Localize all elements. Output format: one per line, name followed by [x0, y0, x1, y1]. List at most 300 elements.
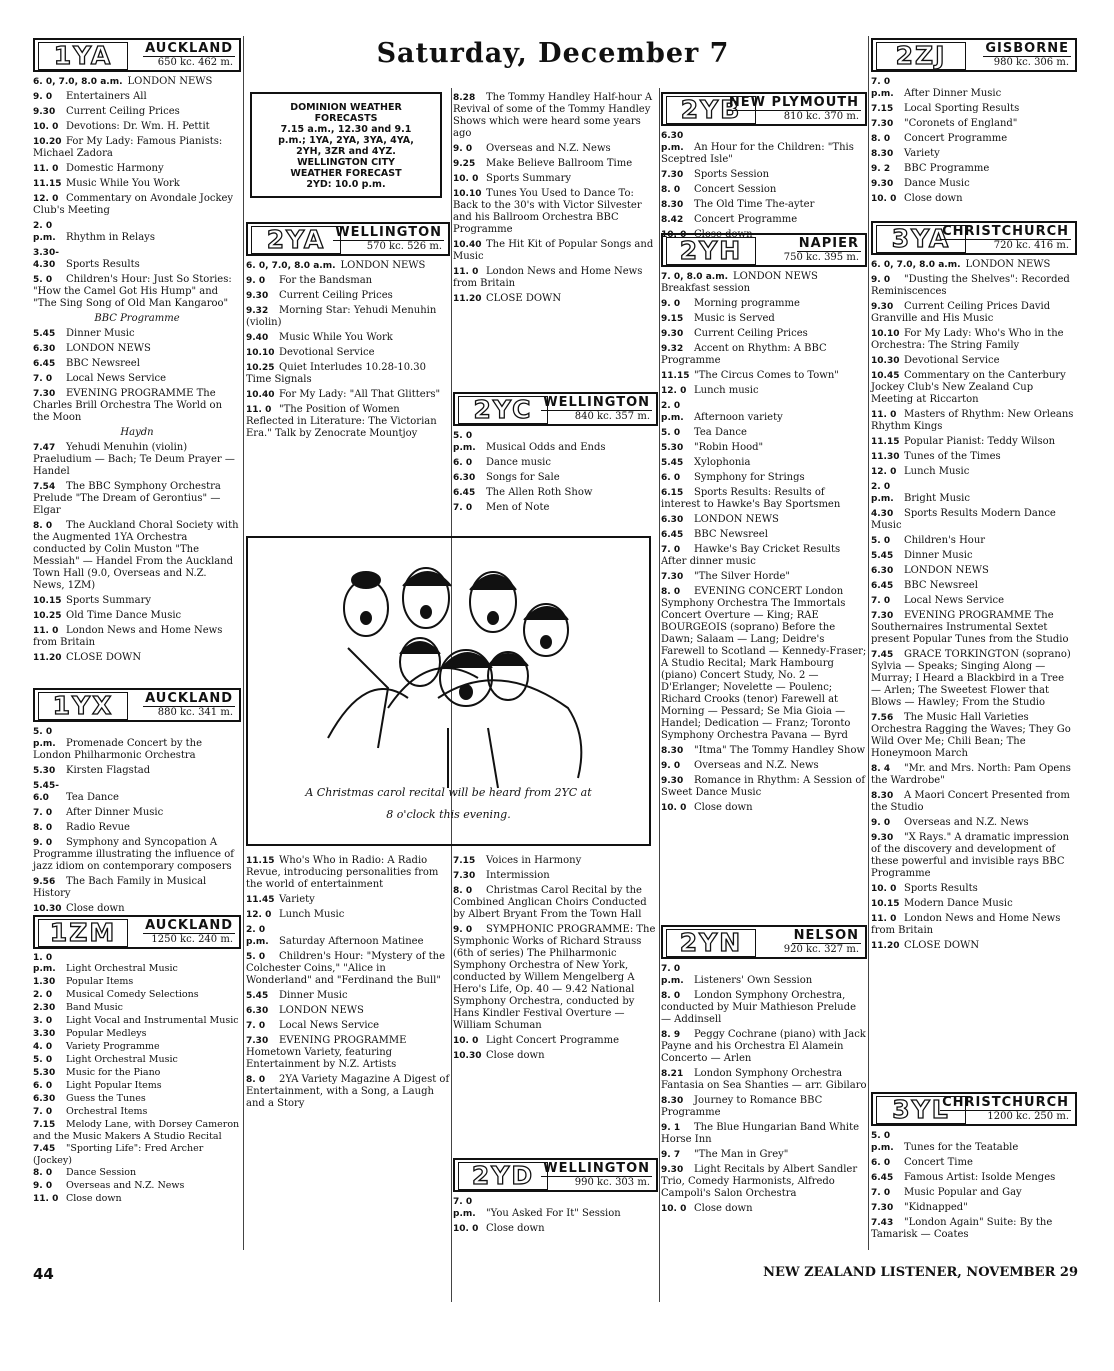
- programme-entry: [661, 487, 867, 511]
- programme-entry: [453, 239, 658, 263]
- programme-time: 7.47: [33, 443, 56, 453]
- programme-time: 11.30: [871, 452, 900, 462]
- programme-entry: [33, 1041, 241, 1053]
- programme-entry: [661, 745, 867, 757]
- programme-time: 11.15: [33, 179, 62, 189]
- programme-title: Close down: [694, 802, 753, 813]
- programme-time: 10. 0: [661, 230, 687, 240]
- programme-entry: [871, 148, 1077, 160]
- programme-title: Close down: [694, 1203, 753, 1214]
- programme-title: Tunes You Used to Dance To: Back to the 30's with Victor Silvester and his Ballroom Orchestra BBC Programme: [453, 188, 642, 235]
- programme-time: 2. 0 p.m.: [246, 925, 269, 947]
- programme-title: "Mr. and Mrs. North: Pam Opens the Wardrobe": [871, 763, 1071, 786]
- programme-time: 8.21: [661, 1069, 684, 1079]
- programme-entry: [871, 466, 1077, 478]
- programme-entry: [661, 442, 867, 454]
- programme-entry: [246, 290, 450, 302]
- station-frequency: 570 kc. 526 m.: [366, 241, 442, 252]
- station-callsign: 2ZJ: [876, 42, 966, 70]
- station-logo-1ya: [33, 38, 241, 72]
- programme-entry: [33, 625, 241, 649]
- programme-time: 8. 0: [453, 886, 473, 896]
- programme-title: Local Sporting Results: [904, 103, 1020, 114]
- programme-title: Current Ceiling Prices: [694, 328, 808, 339]
- programme-time: 9. 0: [453, 925, 473, 935]
- programme-time: 12. 0: [871, 467, 897, 477]
- programme-entry: [661, 169, 867, 181]
- programme-time: 9.30: [661, 1165, 684, 1175]
- programme-time: 9.30: [661, 776, 684, 786]
- programme-entry: [33, 1080, 241, 1092]
- programme-entry: [453, 1050, 658, 1062]
- programme-entry: [871, 1130, 1077, 1154]
- programme-title: BBC Newsreel: [66, 358, 140, 369]
- programme-title: Melody Lane, with Dorsey Cameron and the Music Makers A Studio Recital: [33, 1119, 240, 1142]
- programme-title: Current Ceiling Prices David Granville and His Music: [871, 301, 1051, 324]
- programme-title: "The Silver Horde": [694, 571, 791, 582]
- programme-entry: [453, 487, 658, 499]
- programme-title: EVENING PROGRAMME Hometown Variety, featuring Entertainment by N.Z. Artists: [246, 1035, 407, 1070]
- programme-title: Music for the Piano: [66, 1067, 161, 1078]
- programme-entry: [453, 143, 658, 155]
- programme-entry: [661, 427, 867, 439]
- programme-time: 8. 0: [871, 134, 891, 144]
- station-frequency: 980 kc. 306 m.: [993, 57, 1069, 68]
- programme-time: 8.30: [661, 200, 684, 210]
- programme-time: 6. 0, 7.0, 8.0 a.m.: [33, 77, 123, 87]
- station-city: AUCKLAND: [145, 41, 233, 56]
- programme-entry: [661, 802, 867, 814]
- programme-title: Close down: [486, 1050, 545, 1061]
- programme-entry: [661, 130, 867, 166]
- programme-time: 10.30: [453, 1051, 482, 1061]
- programme-title: Music is Served: [694, 313, 775, 324]
- programme-time: 10.25: [246, 363, 275, 373]
- programme-entry: [453, 266, 658, 290]
- programme-entry: [871, 259, 1077, 271]
- programme-time: 9.30: [33, 107, 56, 117]
- programme-time: 3.30: [33, 1029, 56, 1039]
- programme-entry: [871, 370, 1077, 406]
- programme-entry: [871, 883, 1077, 895]
- programme-time: 9. 0: [33, 92, 53, 102]
- programme-time: 7.30: [453, 871, 476, 881]
- programme-time: 9. 0: [33, 1181, 53, 1191]
- programme-title: Symphony and Syncopation A Programme illustrating the influence of jazz idiom on contemporary composers: [33, 837, 234, 872]
- schedule-2ya-cont: [246, 855, 450, 1110]
- schedule-1yx: [33, 726, 241, 915]
- programme-entry: [871, 1157, 1077, 1169]
- picture-caption: 8 o'clock this evening.: [386, 808, 511, 821]
- station-city: CHRISTCHURCH: [942, 224, 1069, 239]
- programme-title: CLOSE DOWN: [486, 293, 562, 304]
- programme-entry: [246, 894, 450, 906]
- programme-time: 6.30: [453, 473, 476, 483]
- programme-entry: [33, 1002, 241, 1014]
- programme-entry: [871, 817, 1077, 829]
- programme-entry: [453, 472, 658, 484]
- programme-title: Music While You Work: [279, 332, 393, 343]
- station-logo-2yn: [661, 925, 867, 959]
- programme-title: Dance music: [486, 457, 551, 468]
- programme-title: "Dusting the Shelves": Recorded Reminiscences: [871, 274, 1070, 297]
- programme-time: 10. 0: [33, 122, 59, 132]
- programme-title: Radio Revue: [66, 822, 130, 833]
- programme-time: 7.45: [33, 1144, 56, 1154]
- programme-title: Domestic Harmony: [66, 163, 164, 174]
- programme-entry: [661, 313, 867, 325]
- schedule-1zm: [33, 953, 241, 1205]
- station-callsign: 1ZM: [38, 919, 128, 947]
- programme-title: For My Lady: Who's Who in the Orchestra: The String Family: [871, 328, 1064, 351]
- programme-title: "The Position of Women Reflected in Literature: The Victorian Era." Talk by Zenocrate Mountjoy: [246, 404, 437, 439]
- programme-time: 2. 0 p.m.: [871, 482, 894, 504]
- programme-title: LONDON NEWS: [279, 1005, 364, 1016]
- programme-title: Overseas and N.Z. News: [486, 143, 611, 154]
- programme-entry: [33, 1067, 241, 1079]
- programme-time: 3. 0: [33, 1016, 53, 1026]
- programme-time: 8. 4: [871, 764, 891, 774]
- station-logo-2yc: [453, 392, 658, 426]
- programme-title: GRACE TORKINGTON (soprano) Sylvia — Speaks; Singing Along — Murray; I Heard a Blackbird in a Tree — Arlen; The Sweetest Flower that Blows — Hawley; From the Studio: [871, 649, 1071, 708]
- station-logo-2zj: [871, 38, 1077, 72]
- programme-title: Children's Hour: Just So Stories: "How the Camel Got His Hump" and "The Sing Song of Old Man Kangaroo": [33, 274, 232, 309]
- programme-entry: [871, 913, 1077, 937]
- programme-entry: [871, 481, 1077, 505]
- programme-title: For My Lady: Famous Pianists: Michael Zadora: [33, 136, 223, 159]
- programme-title: The Old Time The-ayter: [694, 199, 815, 210]
- programme-entry: [871, 832, 1077, 880]
- programme-time: 11. 0: [453, 267, 479, 277]
- programme-time: 12. 0: [246, 910, 272, 920]
- programme-title: Band Music: [66, 1002, 123, 1013]
- programme-title: Symphony for Strings: [694, 472, 805, 483]
- programme-time: 10. 0: [453, 1036, 479, 1046]
- programme-time: 8.30: [661, 1096, 684, 1106]
- programme-time: 6.45: [871, 581, 894, 591]
- station-frequency: 650 kc. 462 m.: [157, 57, 233, 68]
- programme-time: 3.30-4.30: [33, 248, 59, 270]
- programme-time: 6.45: [33, 359, 56, 369]
- programme-title: LONDON NEWS: [965, 259, 1051, 270]
- programme-entry: [33, 652, 241, 664]
- weather-line: p.m.; 1YA, 2YA, 3YA, 4YA,: [278, 135, 414, 146]
- programme-time: 8. 0: [33, 521, 53, 531]
- programme-entry: [33, 136, 241, 160]
- programme-time: 10.30: [33, 904, 62, 914]
- programme-time: 10.10: [246, 348, 275, 358]
- programme-entry: [246, 347, 450, 359]
- programme-title: "Robin Hood": [694, 442, 764, 453]
- programme-time: 9.25: [453, 159, 476, 169]
- programme-title: BBC Newsreel: [904, 580, 978, 591]
- programme-entry: [33, 274, 241, 310]
- programme-title: Haydn: [120, 427, 154, 438]
- programme-time: 7.30: [661, 572, 684, 582]
- programme-time: 10.40: [246, 390, 275, 400]
- programme-title: Sports Results: [66, 259, 140, 270]
- programme-entry: [661, 1203, 867, 1215]
- programme-title: Light Vocal and Instrumental Music: [66, 1015, 239, 1026]
- programme-entry: [661, 343, 867, 367]
- programme-time: 5.45: [33, 329, 56, 339]
- schedule-2yc: [453, 430, 658, 514]
- programme-entry: [33, 876, 241, 900]
- programme-title: BBC Programme: [94, 313, 180, 324]
- programme-time: 11. 0: [33, 626, 59, 636]
- station-callsign: 2YN: [666, 929, 756, 957]
- programme-time: 9.30: [871, 833, 894, 843]
- programme-entry: [246, 1005, 450, 1017]
- programme-title: "Coronets of England": [904, 118, 1018, 129]
- station-callsign: 3YL: [876, 1096, 966, 1124]
- programme-entry: [33, 76, 241, 88]
- programme-title: Close down: [904, 193, 963, 204]
- programme-time: 9. 0: [453, 144, 473, 154]
- programme-title: Songs for Sale: [486, 472, 560, 483]
- programme-time: 1. 0 p.m.: [33, 953, 56, 974]
- programme-time: 7. 0 p.m.: [661, 964, 684, 986]
- programme-title: Men of Note: [486, 502, 550, 513]
- programme-title: "Itma" The Tommy Handley Show: [694, 745, 866, 756]
- programme-entry: [246, 990, 450, 1002]
- programme-entry: [33, 1028, 241, 1040]
- programme-entry: [871, 328, 1077, 352]
- programme-time: 7.15: [33, 1120, 56, 1130]
- programme-time: 7.45: [871, 650, 894, 660]
- programme-entry: [453, 870, 658, 882]
- programme-entry: [246, 404, 450, 440]
- programme-entry: [246, 389, 450, 401]
- programme-entry: [871, 940, 1077, 952]
- programme-time: 5.30: [33, 766, 56, 776]
- station-logo-2ya: [246, 222, 450, 256]
- programme-title: Concert Programme: [694, 214, 798, 225]
- programme-time: 5.45: [246, 991, 269, 1001]
- programme-title: LONDON NEWS: [904, 565, 989, 576]
- programme-entry: [453, 430, 658, 454]
- programme-time: 7. 0: [33, 1107, 53, 1117]
- programme-title: A Maori Concert Presented from the Studio: [871, 790, 1070, 813]
- programme-entry: [871, 712, 1077, 760]
- programme-time: 6.30: [661, 515, 684, 525]
- programme-entry: [871, 355, 1077, 367]
- programme-time: 6. 0, 7.0, 8.0 a.m.: [246, 261, 336, 271]
- programme-entry: [33, 388, 241, 424]
- programme-title: London News and Home News from Britain: [33, 625, 223, 648]
- programme-time: 1.30: [33, 977, 56, 987]
- programme-entry: [246, 855, 450, 891]
- programme-time: 12. 0: [661, 386, 687, 396]
- programme-time: 8. 0: [33, 823, 53, 833]
- programme-time: 9.32: [246, 306, 269, 316]
- programme-time: 7.56: [871, 713, 894, 723]
- programme-title: Devotional Service: [904, 355, 1000, 366]
- programme-title: Bright Music: [904, 493, 970, 504]
- programme-title: Dance Music: [904, 178, 970, 189]
- programme-title: London Symphony Orchestra Fantasia on Sea Shanties — arr. Gibilaro: [661, 1068, 867, 1091]
- programme-title: After Dinner Music: [904, 88, 1002, 99]
- programme-title: Listeners' Own Session: [694, 975, 813, 986]
- programme-entry: [453, 173, 658, 185]
- programme-title: SYMPHONIC PROGRAMME: The Symphonic Works of Richard Strauss (6th of series) The Philharmonic Symphony Orchestra of New York, conducted by Willem Mengelberg A Hero's Life, Op. 40 — 9.42 National Symphony Orchestra, conducted by Hans Kindler Festival Overture — William Schuman: [453, 924, 656, 1031]
- programme-entry: [871, 898, 1077, 910]
- programme-entry: [33, 163, 241, 175]
- programme-title: Children's Hour: [904, 535, 986, 546]
- programme-title: Current Ceiling Prices: [66, 106, 180, 117]
- programme-entry: [33, 442, 241, 478]
- programme-time: 8.42: [661, 215, 684, 225]
- programme-title: Variety: [279, 894, 315, 905]
- programme-time: 7.30: [246, 1036, 269, 1046]
- programme-time: 9.30: [246, 291, 269, 301]
- programme-time: 5. 0: [33, 275, 53, 285]
- programme-time: 9. 0: [871, 818, 891, 828]
- programme-entry: [453, 188, 658, 236]
- programme-title: Local News Service: [66, 373, 167, 384]
- programme-title: Music Popular and Gay: [904, 1187, 1022, 1198]
- programme-title: Light Orchestral Music: [66, 963, 178, 974]
- schedule-2yd: [453, 1196, 658, 1235]
- programme-entry: [246, 260, 450, 272]
- programme-entry: [871, 565, 1077, 577]
- schedule-3yl: [871, 1130, 1077, 1241]
- programme-title: Sports Summary: [486, 173, 572, 184]
- programme-time: 9. 0: [33, 838, 53, 848]
- programme-entry: [33, 178, 241, 190]
- station-logo-3ya: [871, 221, 1077, 255]
- programme-entry: [33, 91, 241, 103]
- programme-time: 9.15: [661, 314, 684, 324]
- programme-title: Hawke's Bay Cricket Results After dinner music: [661, 544, 841, 567]
- programme-time: 9. 0: [661, 761, 681, 771]
- programme-time: 5. 0 p.m.: [871, 1131, 894, 1153]
- programme-title: Guess the Tunes: [66, 1093, 146, 1104]
- programme-title: Commentary on Avondale Jockey Club's Meeting: [33, 193, 234, 216]
- programme-entry: [871, 610, 1077, 646]
- programme-title: Masters of Rhythm: New Orleans Rhythm Kings: [871, 409, 1074, 432]
- programme-title: The Hit Kit of Popular Songs and Music: [453, 239, 654, 262]
- programme-title: Morning programme: [694, 298, 800, 309]
- station-frequency: 840 kc. 357 m.: [574, 411, 650, 422]
- programme-title: Dance Session: [66, 1167, 137, 1178]
- programme-time: 11. 0: [246, 405, 272, 415]
- programme-entry: [33, 358, 241, 370]
- station-logo-2yb: [661, 92, 867, 126]
- programme-time: 7.15: [871, 104, 894, 114]
- programme-entry: [871, 763, 1077, 787]
- programme-title: Sports Results: [904, 883, 978, 894]
- programme-title: Popular Pianist: Teddy Wilson: [904, 436, 1056, 447]
- programme-entry: [246, 1020, 450, 1032]
- programme-time: 5. 0: [33, 1055, 53, 1065]
- programme-time: 8.28: [453, 93, 476, 103]
- programme-entry: [871, 103, 1077, 115]
- programme-entry: [871, 133, 1077, 145]
- programme-time: 6. 0: [33, 1081, 53, 1091]
- programme-time: 6.45: [871, 1173, 894, 1183]
- programme-time: 11.15: [246, 856, 275, 866]
- programme-time: 6.30: [33, 344, 56, 354]
- programme-entry: [33, 313, 241, 325]
- programme-title: Lunch Music: [904, 466, 970, 477]
- picture-caption: A Christmas carol recital will be heard from 2YC at: [305, 786, 592, 799]
- programme-entry: [661, 775, 867, 799]
- programme-entry: [661, 514, 867, 526]
- programme-entry: [661, 214, 867, 226]
- station-city: NAPIER: [798, 236, 859, 251]
- programme-title: Close down: [66, 903, 125, 914]
- programme-entry: [661, 199, 867, 211]
- programme-title: "The Circus Comes to Town": [694, 370, 839, 381]
- weather-line: 2YD: 10.0 p.m.: [306, 179, 386, 190]
- schedule-2ya-evening: [453, 92, 658, 305]
- programme-entry: [661, 271, 867, 295]
- programme-title: Entertainers All: [66, 91, 147, 102]
- programme-time: 8. 0: [33, 1168, 53, 1178]
- programme-entry: [871, 274, 1077, 298]
- programme-time: 7. 0, 8.0 a.m.: [661, 272, 728, 282]
- station-city: WELLINGTON: [335, 225, 442, 240]
- programme-entry: [871, 118, 1077, 130]
- programme-entry: [661, 1029, 867, 1065]
- programme-entry: [661, 328, 867, 340]
- programme-time: 8.30: [661, 746, 684, 756]
- programme-title: Promenade Concert by the London Philharmonic Orchestra: [33, 738, 203, 761]
- programme-entry: [661, 385, 867, 397]
- programme-title: Saturday Afternoon Matinee: [279, 936, 424, 947]
- programme-title: Modern Dance Music: [904, 898, 1013, 909]
- programme-title: For the Bandsman: [279, 275, 373, 286]
- programme-time: 6. 0: [661, 473, 681, 483]
- station-city: WELLINGTON: [543, 395, 650, 410]
- programme-title: Intermission: [486, 870, 550, 881]
- programme-entry: [33, 1119, 241, 1142]
- column-rule: [243, 36, 244, 1250]
- programme-title: Concert Time: [904, 1157, 973, 1168]
- programme-entry: [871, 550, 1077, 562]
- programme-time: 4.30: [871, 509, 894, 519]
- programme-title: The Music Hall Varieties Orchestra Ragging the Waves; They Go Wild Over Me; Chili Bean; The Honeymoon March: [871, 712, 1071, 759]
- programme-entry: [33, 837, 241, 873]
- programme-time: 2. 0 p.m.: [33, 221, 56, 243]
- programme-entry: [33, 373, 241, 385]
- programme-title: EVENING CONCERT London Symphony Orchestra The Immortals Concert Overture — King; RAE BOURGEOIS (soprano) Before the Dawn; Salaam — Lang; Deidre's Farewell to Scotland — Kennedy-Fraser; A Studio Recital; Mark Hambourg (piano) Concert Study, No. 2 — D'Erlanger; Novelette — Poulenc; Richard Crooks (tenor) Farewell at Morning — Pessard; Se Mia Gioia — Handel; Dedication — Franz; Toronto Symphony Orchestra Pavana — Byrd: [661, 586, 867, 741]
- programme-entry: [33, 343, 241, 355]
- programme-entry: [661, 1164, 867, 1200]
- programme-time: 4. 0: [33, 1042, 53, 1052]
- station-callsign: 2YB: [666, 96, 756, 124]
- programme-entry: [871, 1172, 1077, 1184]
- programme-entry: [871, 649, 1077, 709]
- programme-title: Variety: [904, 148, 940, 159]
- publication-footer: NEW ZEALAND LISTENER, NOVEMBER 29: [763, 1265, 1078, 1280]
- station-callsign: 3YA: [876, 225, 966, 253]
- programme-entry: [661, 586, 867, 742]
- programme-title: Current Ceiling Prices: [279, 290, 393, 301]
- programme-entry: [246, 1035, 450, 1071]
- programme-entry: [453, 293, 658, 305]
- carol-singers-illustration: [246, 536, 651, 846]
- programme-entry: [661, 1149, 867, 1161]
- programme-entry: [33, 427, 241, 439]
- programme-entry: [453, 92, 658, 140]
- programme-title: An Hour for the Children: "This Sceptred Isle": [661, 142, 854, 165]
- programme-title: Close down: [694, 229, 753, 240]
- programme-title: Journey to Romance BBC Programme: [661, 1095, 823, 1118]
- programme-entry: [871, 163, 1077, 175]
- programme-time: 10. 0: [871, 194, 897, 204]
